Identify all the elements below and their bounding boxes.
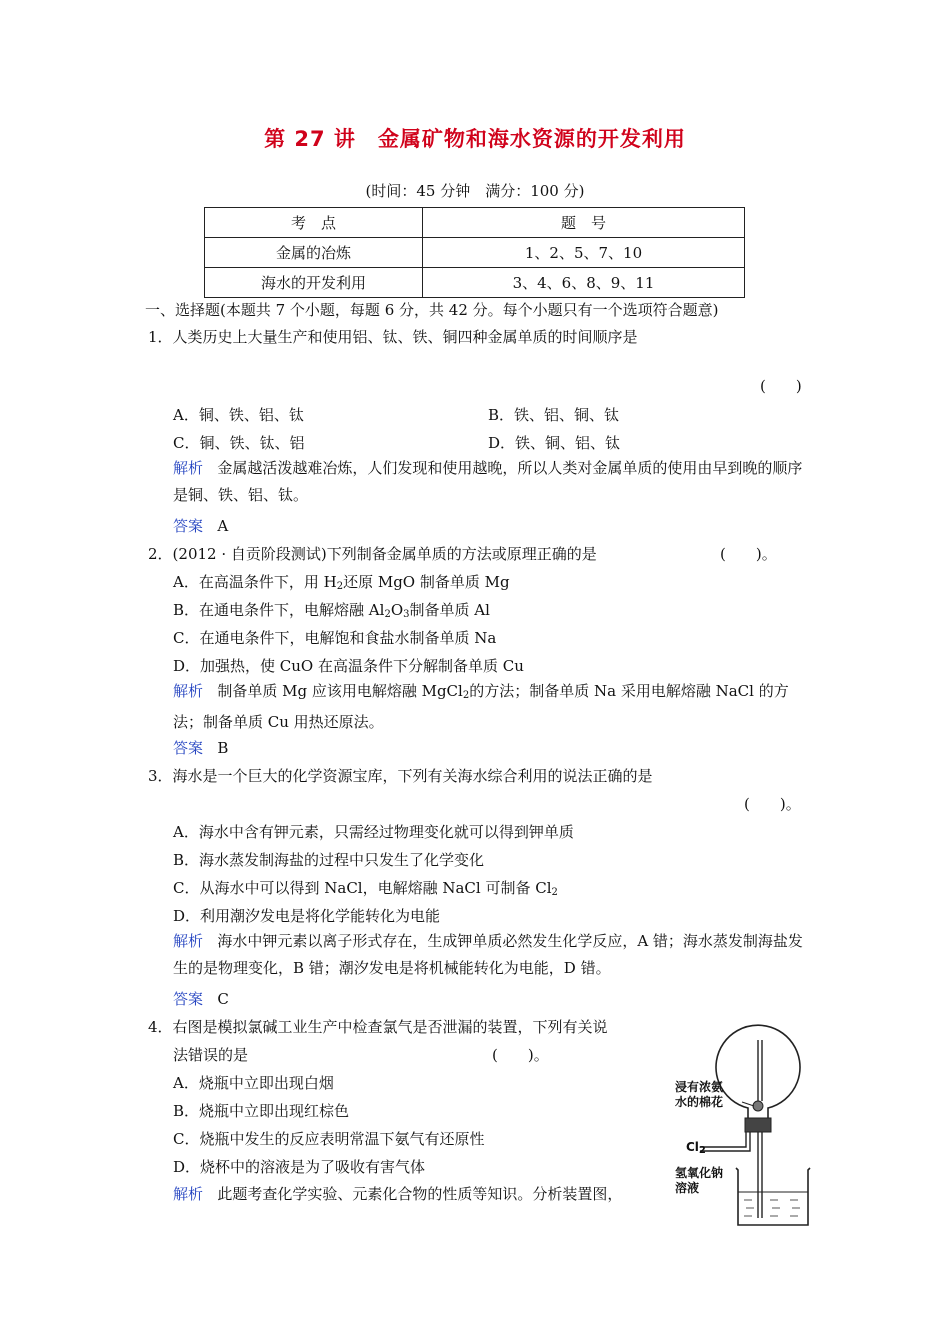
- q2-stem: 2．(2012 · 自贡阶段测试)下列制备金属单质的方法或原理正确的是: [148, 545, 597, 563]
- q4-analysis: [173, 1183, 622, 1204]
- q4-option-d: D．烧杯中的溶液是为了吸收有害气体: [173, 1158, 426, 1176]
- q2-option-c: C．在通电条件下，电解饱和食盐水制备单质 Na: [173, 629, 497, 647]
- table-cell: 3、4、6、8、9、11: [423, 268, 745, 298]
- q3-option-b: B．海水蒸发制海盐的过程中只发生了化学变化: [173, 851, 485, 869]
- cotton-icon: [753, 1101, 763, 1111]
- q4-stem-line2: 法错误的是: [173, 1046, 249, 1064]
- q2-answer-value: B: [217, 739, 229, 757]
- q1-option-a: A．铜、铁、铝、钛: [173, 406, 304, 424]
- analysis-label: 解析: [173, 682, 204, 700]
- q2-bracket: ( )。: [720, 545, 777, 563]
- figure-label-cotton: 浸有浓氨 水的棉花: [675, 1080, 724, 1109]
- q3-analysis: [173, 928, 809, 982]
- topic-table: [204, 207, 745, 298]
- q3-option-a: A．海水中含有钾元素，只需经过物理变化就可以得到钾单质: [173, 823, 574, 841]
- q4-option-a: A．烧瓶中立即出现白烟: [173, 1074, 334, 1092]
- q4-analysis-text: 此题考查化学实验、元素化合物的性质等知识。分析装置图，: [217, 1185, 623, 1203]
- q1-analysis: [173, 455, 809, 509]
- table-row: [205, 238, 745, 268]
- q1-answer: [173, 515, 228, 536]
- q4-option-b: B．烧瓶中立即出现红棕色: [173, 1102, 350, 1120]
- q4-option-c: C．烧瓶中发生的反应表明常温下氨气有还原性: [173, 1130, 485, 1148]
- q1-option-b: B．铁、铝、铜、钛: [488, 406, 620, 424]
- q1-answer-value: A: [217, 517, 229, 535]
- analysis-label: 解析: [173, 459, 204, 477]
- q3-bracket: ( )。: [744, 795, 801, 813]
- q1-bracket: ( ): [760, 377, 802, 395]
- page-subtitle: (时间：45 分钟 满分：100 分): [365, 182, 585, 200]
- q3-option-c: C．从海水中可以得到 NaCl，电解熔融 NaCl 可制备 $Cl_2$: [173, 879, 558, 898]
- q3-answer-value: C: [217, 990, 229, 1008]
- q1-option-d: D．铁、铜、铝、钛: [488, 434, 621, 452]
- q3-answer: [173, 988, 229, 1009]
- section-heading: 一、选择题(本题共 7 个小题，每题 6 分，共 42 分。每个小题只有一个选项符合题意): [145, 301, 719, 319]
- q3-analysis-text: 海水中钾元素以离子形式存在，生成钾单质必然发生化学反应，A 错；海水蒸发制海盐发生的是物理变化，B 错；潮汐发电是将机械能转化为电能，D 错。: [173, 932, 803, 977]
- q4-bracket: ( )。: [492, 1046, 549, 1064]
- analysis-label: 解析: [173, 932, 204, 950]
- apparatus-figure: [672, 1010, 832, 1232]
- stopper-icon: [745, 1118, 771, 1132]
- q1-analysis-text: 金属越活泼越难冶炼，人们发现和使用越晚，所以人类对金属单质的使用由早到晚的顺序是铜、铁、铝、钛。: [173, 459, 803, 504]
- q1-stem: 1．人类历史上大量生产和使用铝、钛、铁、铜四种金属单质的时间顺序是: [148, 328, 638, 346]
- table-row: [205, 268, 745, 298]
- table-cell: 海水的开发利用: [205, 268, 423, 298]
- q2-option-d: D．加强热，使 CuO 在高温条件下分解制备单质 Cu: [173, 657, 524, 675]
- figure-label-cl2: $Cl_2$: [686, 1140, 706, 1156]
- q2-option-a: A．在高温条件下，用 $H_2$还原 MgO 制备单质 Mg: [173, 573, 510, 592]
- q4-stem-line1: 4．右图是模拟氯碱工业生产中检查氯气是否泄漏的装置，下列有关说: [148, 1018, 608, 1036]
- q3-stem: 3．海水是一个巨大的化学资源宝库，下列有关海水综合利用的说法正确的是: [148, 767, 653, 785]
- q2-answer: [173, 737, 228, 758]
- page-title: 第 27 讲 金属矿物和海水资源的开发利用: [264, 127, 686, 151]
- q2-analysis: 解析 制备单质 Mg 应该用电解熔融 MgCl$_2$的方法；制备单质 Na 采用电解熔融 NaCl 的方法；制备单质 Cu 用热还原法。: [173, 682, 789, 731]
- table-header-cell: 考 点: [205, 208, 423, 238]
- q3-option-d: D．利用潮汐发电是将化学能转化为电能: [173, 907, 441, 925]
- figure-label-naoh: 氢氧化钠 溶液: [675, 1166, 724, 1195]
- answer-label: 答案: [173, 990, 204, 1008]
- analysis-label: 解析: [173, 1185, 204, 1203]
- table-header-row: [205, 208, 745, 238]
- table-cell: 金属的冶炼: [205, 238, 423, 268]
- answer-label: 答案: [173, 739, 204, 757]
- table-cell: 1、2、5、7、10: [423, 238, 745, 268]
- table-header-cell: 题 号: [423, 208, 745, 238]
- q1-option-c: C．铜、铁、钛、铝: [173, 434, 305, 452]
- answer-label: 答案: [173, 517, 204, 535]
- q2-option-b: B．在通电条件下，电解熔融 $Al_2O_3$制备单质 Al: [173, 601, 490, 620]
